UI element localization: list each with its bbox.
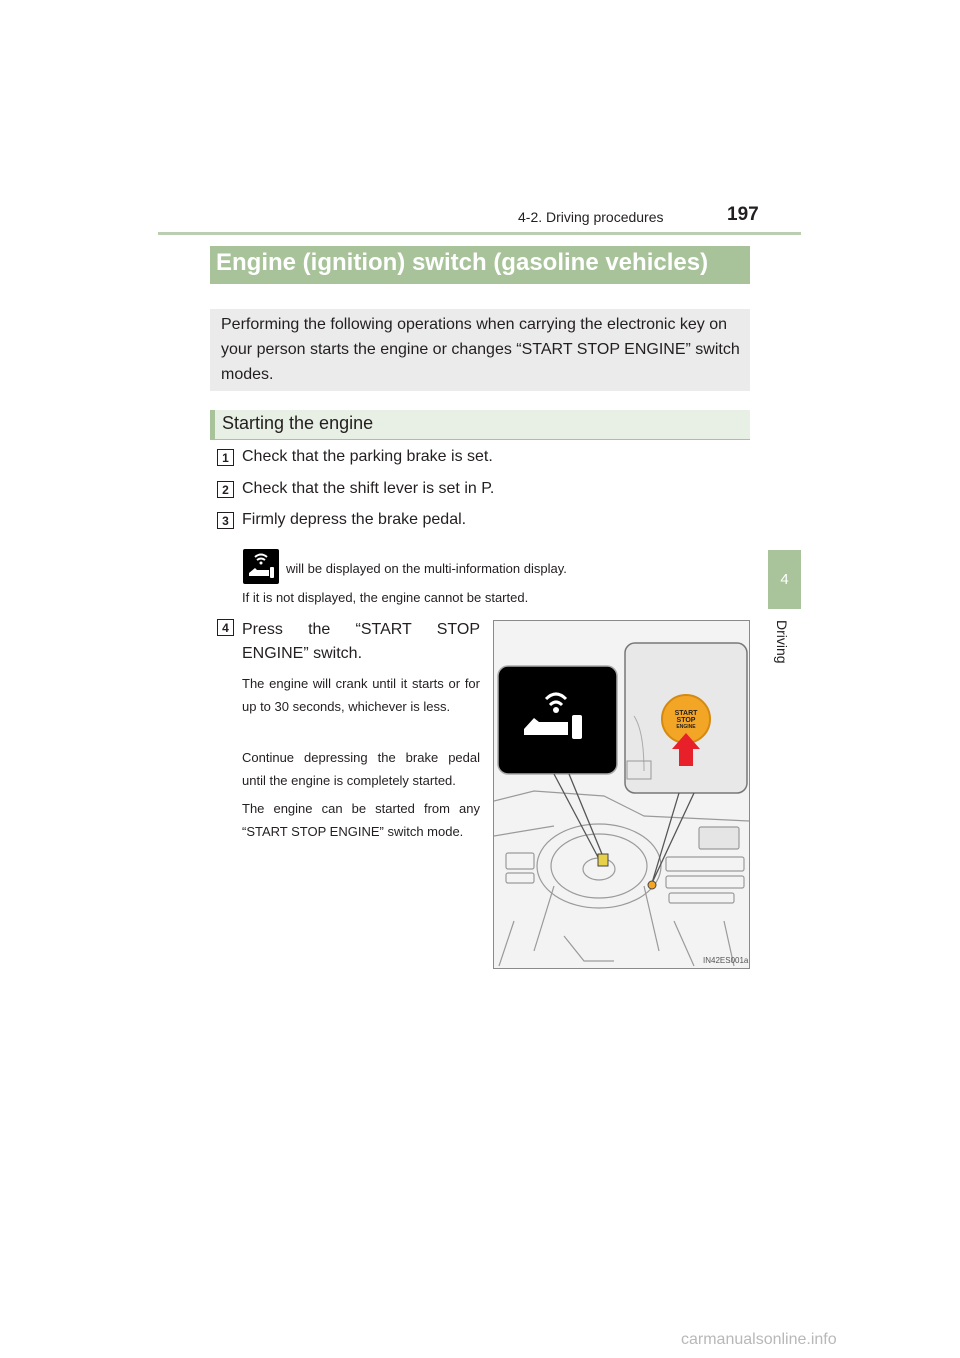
button-label-stop: STOP: [676, 717, 696, 724]
dashboard-drawing: [494, 791, 749, 966]
step-number-1: 1: [217, 449, 234, 466]
chapter-tab: [768, 550, 801, 609]
step-number-4: 4: [217, 619, 234, 636]
display-location-marker: [598, 854, 608, 866]
step-4-note-3: The engine can be started from any “START STOP ENGINE” switch mode.: [242, 801, 480, 839]
step-4-text: Press the “START STOP ENGINE” switch.: [242, 621, 480, 662]
step-2-text: Check that the shift lever is set in P.: [242, 480, 495, 497]
intro-text: Performing the following operations when carrying the electronic key on your person starts the engine or changes “START STOP ENGINE” switch modes.: [221, 316, 740, 383]
step-4-note-2: Continue depressing the brake pedal until the engine is completely started.: [242, 750, 480, 788]
page-number: 197: [727, 204, 759, 225]
figure-code: IN42ES001a: [703, 956, 749, 965]
chapter-number: 4: [780, 571, 789, 588]
not-displayed-note: If it is not displayed, the engine cannot be started.: [242, 590, 529, 605]
chapter-label: Driving: [774, 620, 790, 664]
key-brake-indicator-icon: [243, 549, 279, 584]
step-number-2: 2: [217, 481, 234, 498]
button-label-engine: ENGINE: [676, 724, 696, 730]
step-3-text: Firmly depress the brake pedal.: [242, 511, 467, 528]
subsection-title: Starting the engine: [222, 413, 374, 433]
step-4-note-1: The engine will crank until it starts or for up to 30 seconds, whichever is less.: [242, 676, 480, 714]
step-1-text: Check that the parking brake is set.: [242, 448, 493, 465]
switch-location-marker: [648, 881, 656, 889]
button-label-start: START: [674, 710, 698, 717]
step-number-3: 3: [217, 512, 234, 529]
page-title: Engine (ignition) switch (gasoline vehicles): [216, 249, 709, 276]
header-divider: [158, 232, 801, 235]
indicator-description: will be displayed on the multi-information display.: [286, 561, 567, 576]
footer-watermark: carmanualsonline.info: [681, 1331, 837, 1348]
multi-information-display-callout: [498, 666, 617, 774]
dashboard-illustration: [493, 620, 750, 969]
header-section-title: 4-2. Driving procedures: [518, 209, 664, 225]
